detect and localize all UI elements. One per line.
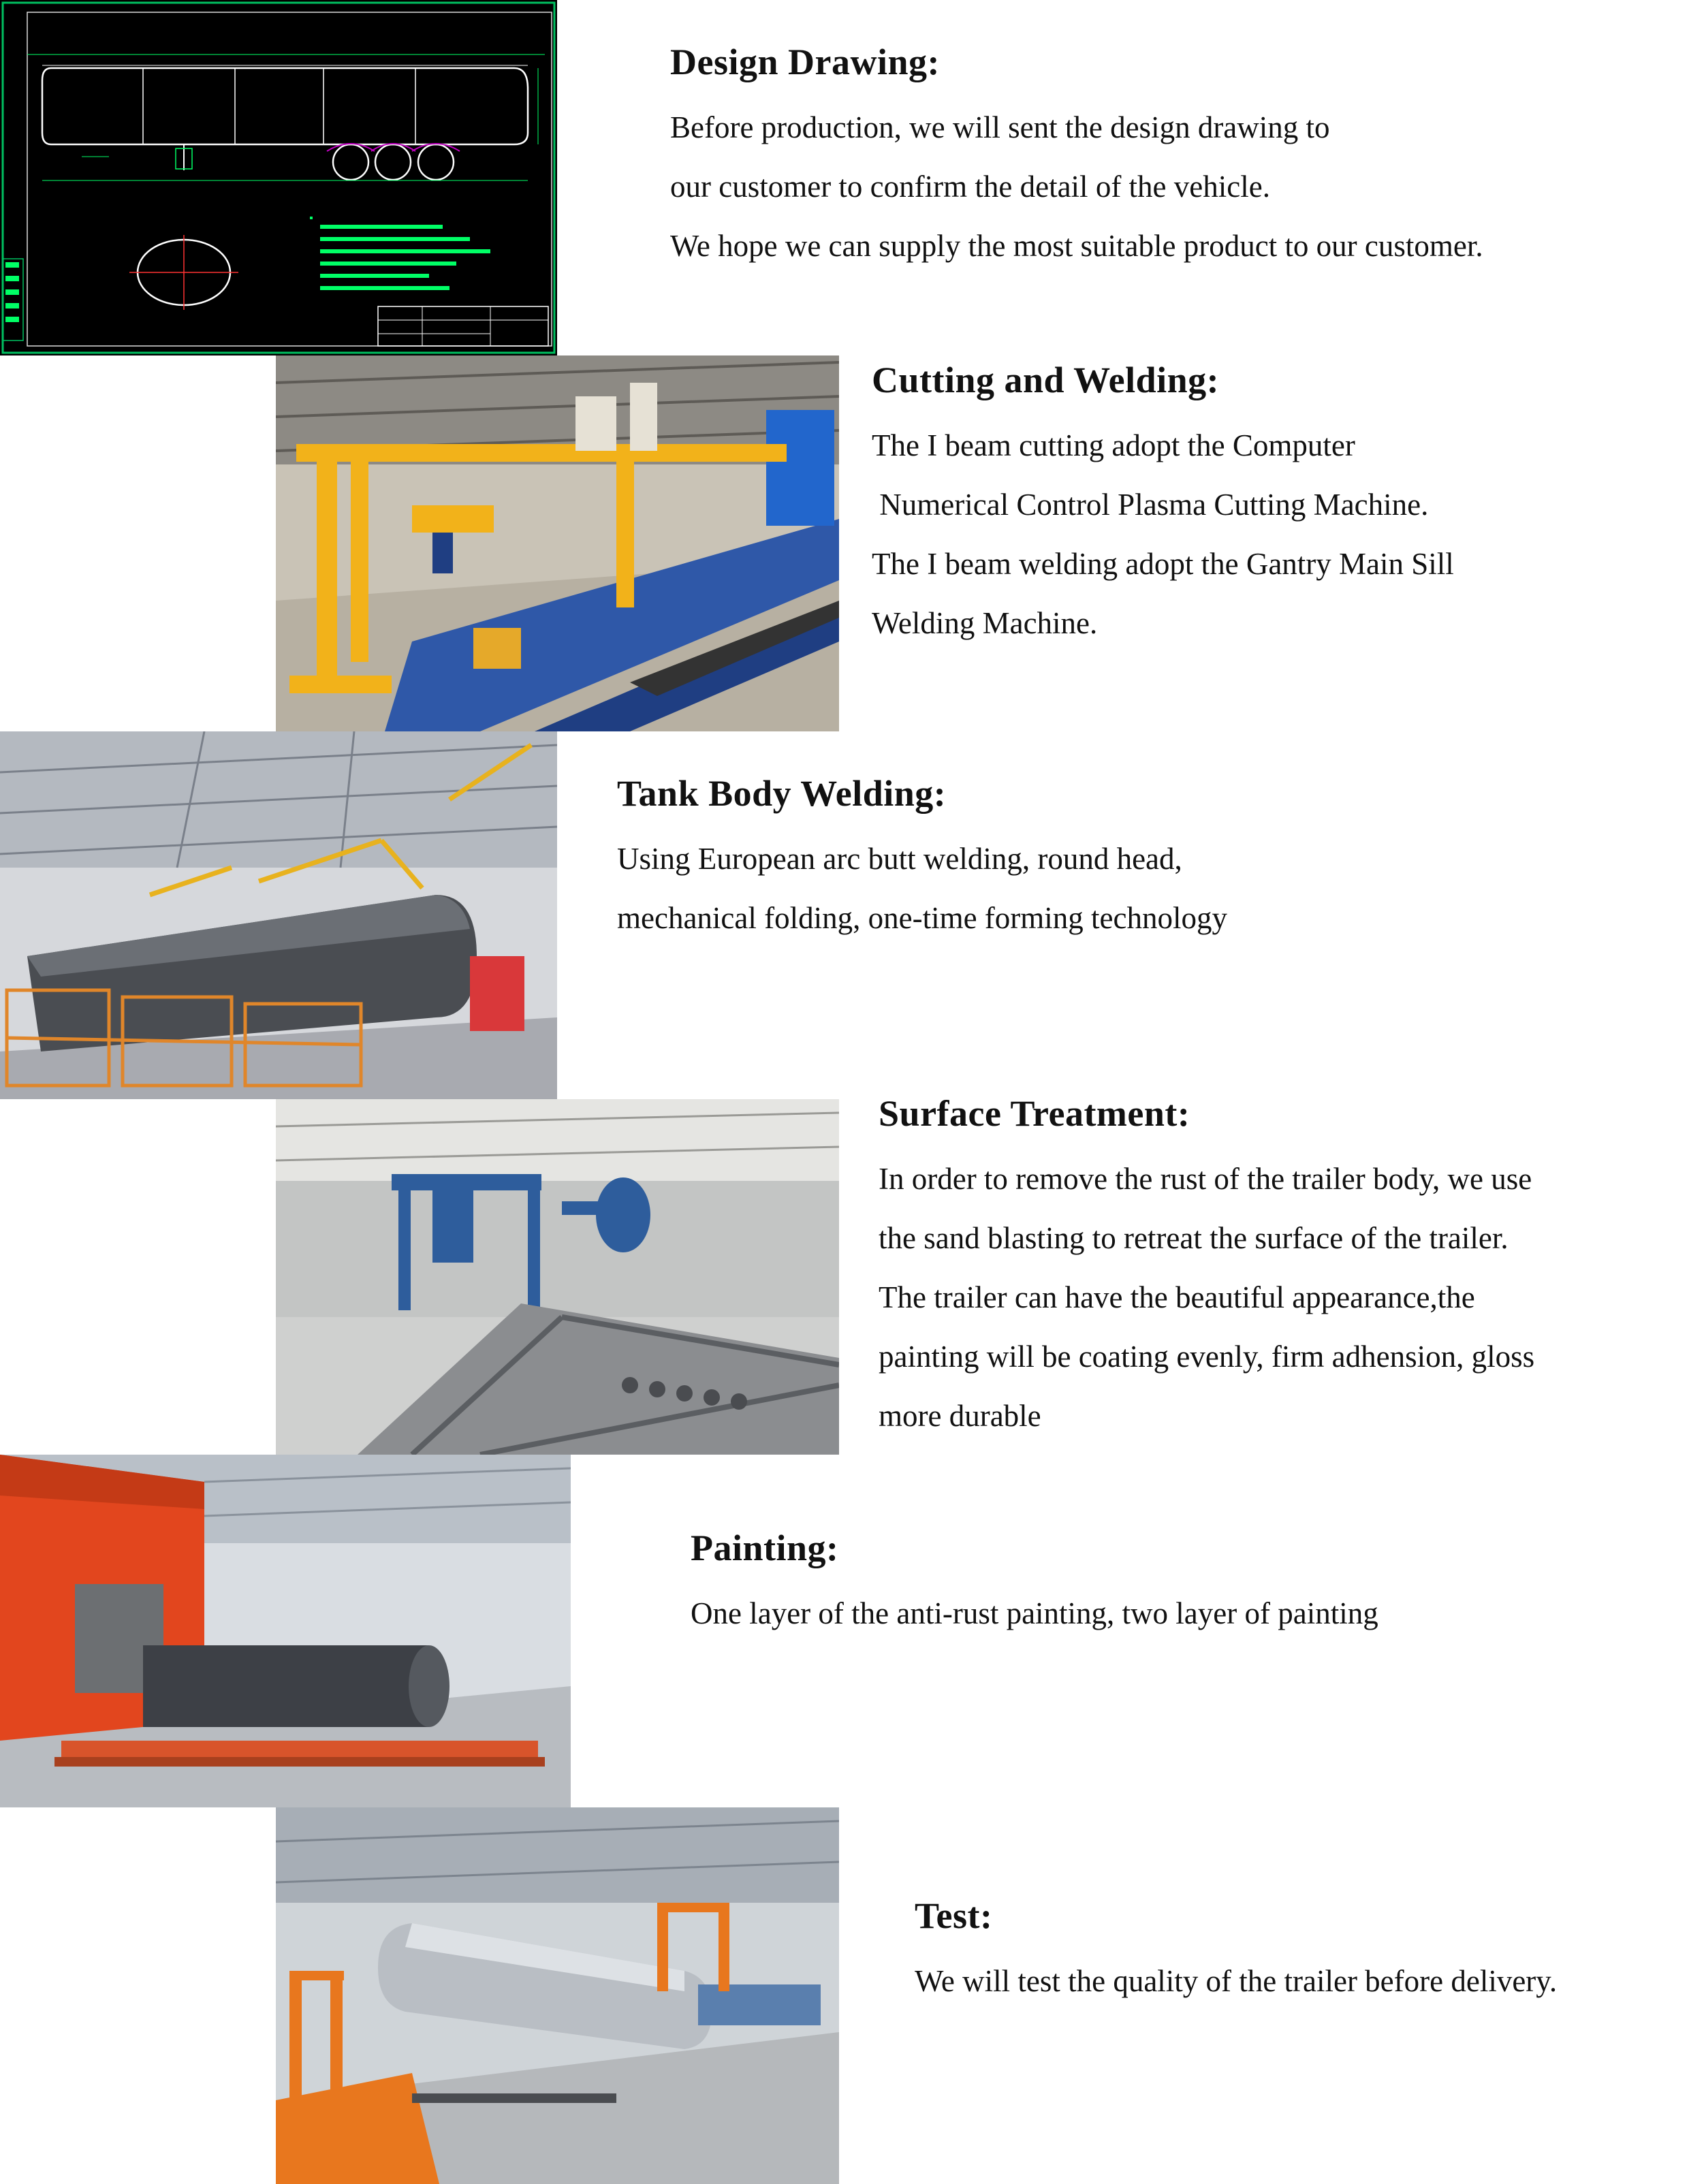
section-heading: Cutting and Welding:	[872, 360, 1220, 400]
section-body-line: We hope we can supply the most suitable product to our customer.	[670, 229, 1483, 263]
section-body-line: mechanical folding, one-time forming technology	[617, 901, 1227, 935]
section-body-line: the sand blasting to retreat the surface of the trailer.	[879, 1221, 1509, 1255]
section-heading: Surface Treatment:	[879, 1093, 1190, 1134]
section-heading: Design Drawing:	[670, 42, 940, 82]
test-photo	[276, 1807, 839, 2184]
section-body-line: The I beam cutting adopt the Computer	[872, 428, 1355, 462]
section-body-line: Numerical Control Plasma Cutting Machine.	[872, 488, 1429, 522]
section-heading: Test:	[915, 1895, 993, 1936]
section-body-line: In order to remove the rust of the trailer body, we use	[879, 1162, 1532, 1196]
section-body-line: our customer to confirm the detail of the vehicle.	[670, 170, 1270, 204]
section-body-line: Using European arc butt welding, round head,	[617, 842, 1182, 876]
section-design-drawing	[670, 41, 1483, 276]
section-body-line: Before production, we will sent the design drawing to	[670, 110, 1330, 144]
section-body-line: The trailer can have the beautiful appearance,the	[879, 1280, 1475, 1314]
section-body-line: painting will be coating evenly, firm adhension, gloss	[879, 1340, 1535, 1374]
section-test	[915, 1895, 1557, 2011]
section-cutting-welding	[872, 359, 1454, 653]
section-body-line: One layer of the anti-rust painting, two layer of painting	[691, 1596, 1378, 1630]
section-heading: Painting:	[691, 1528, 839, 1568]
cutting-welding-photo	[276, 355, 839, 731]
section-body-line: We will test the quality of the trailer before delivery.	[915, 1964, 1558, 1998]
section-painting	[691, 1527, 1378, 1643]
design-drawing-image	[0, 0, 557, 355]
section-tank-body-welding	[617, 772, 1227, 948]
section-body-line: Welding Machine.	[872, 606, 1098, 640]
painting-photo	[0, 1455, 571, 1807]
section-surface-treatment	[879, 1092, 1534, 1446]
section-body-line: more durable	[879, 1399, 1041, 1433]
surface-treatment-photo	[276, 1099, 839, 1455]
tank-body-welding-photo	[0, 731, 557, 1099]
section-body-line: The I beam welding adopt the Gantry Main Sill	[872, 547, 1454, 581]
section-heading: Tank Body Welding:	[617, 773, 947, 814]
